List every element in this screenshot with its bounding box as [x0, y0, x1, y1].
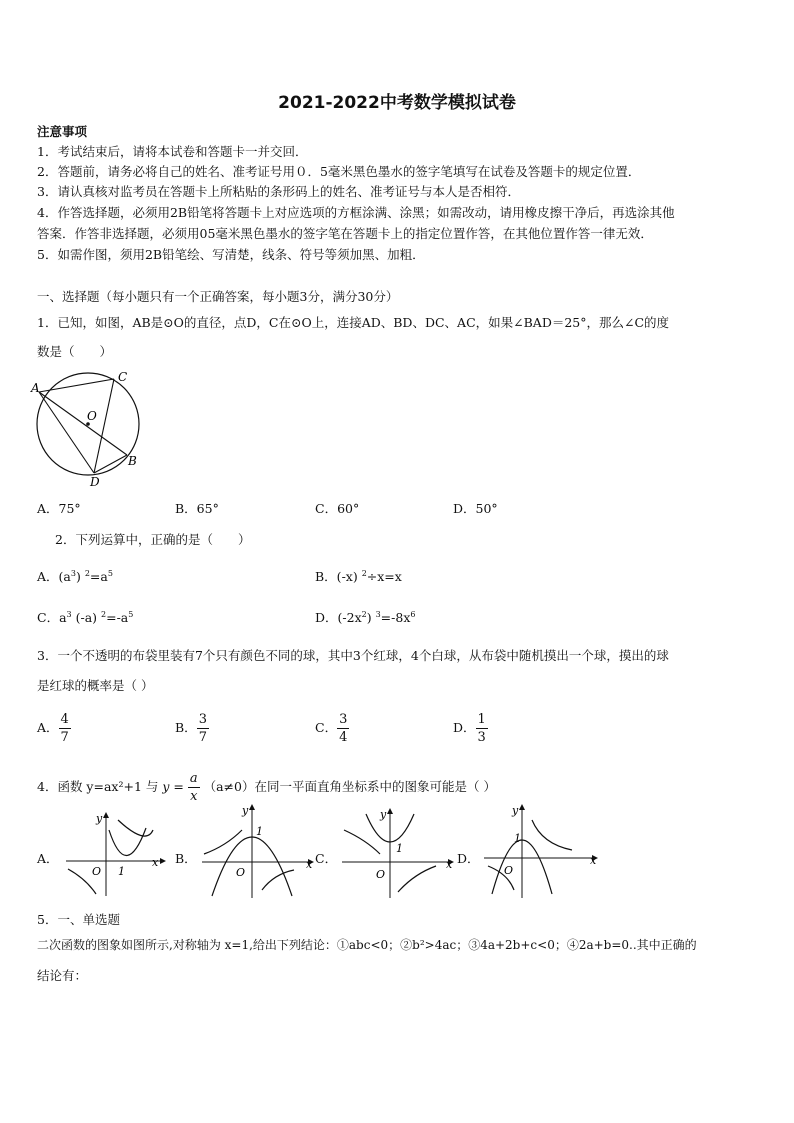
q2-option-a[interactable]: [37, 567, 113, 585]
q3-option-a[interactable]: [37, 711, 71, 746]
q1-label-d: D: [90, 475, 100, 489]
q4-graph-b[interactable]: [196, 800, 318, 902]
section-heading: 一、选择题（每小题只有一个正确答案，每小题3分，满分30分）: [37, 289, 399, 304]
q3-option-c[interactable]: [315, 711, 349, 746]
q2-option-b[interactable]: [315, 567, 402, 585]
q2-d-exp3: 6: [410, 609, 416, 619]
q4-b-one-label: 1: [256, 825, 263, 838]
q4-a-x-label: x: [152, 856, 159, 869]
q1-label-o: O: [87, 409, 97, 423]
q3-c-label: C．: [315, 720, 338, 735]
q2-a-exp2: 2: [84, 568, 90, 578]
q1-option-c[interactable]: C．60°: [315, 501, 360, 516]
q3-b-label: B．: [175, 720, 197, 735]
q2-c-mid: (-a): [71, 610, 102, 625]
q4-graph-c[interactable]: [336, 804, 458, 902]
q3-option-b[interactable]: [175, 711, 209, 746]
q2-a-text: A．(a: [37, 569, 71, 584]
q4-b-x-label: x: [306, 858, 313, 871]
notice-item-5: 5．如需作图，须用2B铅笔绘、写清楚，线条、符号等须加黑、加粗．: [37, 247, 425, 262]
q4-d-x-label: x: [590, 854, 597, 867]
q2-a-mid: ): [75, 569, 85, 584]
q5-heading: 5．一、单选题: [37, 912, 120, 927]
q4-frac-num: a: [189, 771, 198, 786]
q3-d-fraction: [476, 711, 488, 746]
q2-c-eq: =-a: [106, 610, 129, 625]
q4-c-y-label: y: [380, 808, 387, 821]
q2-d-exp1: 2: [361, 609, 367, 619]
q3-a-fraction: [59, 711, 71, 746]
q1-option-a[interactable]: A．75°: [37, 501, 81, 516]
q3-d-den: 3: [477, 730, 486, 745]
q2-c-text: C．a: [37, 610, 67, 625]
q2-stem: 2．下列运算中，正确的是（ ）: [55, 532, 251, 547]
q2-option-c[interactable]: [37, 608, 133, 626]
q1-label-c: C: [118, 370, 128, 384]
q2-b-text: B．(-x): [315, 569, 362, 584]
q2-c-exp2: 2: [101, 609, 107, 619]
q3-b-fraction: [197, 711, 209, 746]
page-title: 2021-2022中考数学模拟试卷: [278, 93, 516, 113]
notice-item-4-cont: 答案．作答非选择题，必须用05毫米黑色墨水的签字笔在答题卡上的指定位置作答，在其他位置作答一律无效．: [37, 226, 653, 241]
q5-stem-line2: 结论有：: [37, 968, 88, 983]
q2-d-exp2: 3: [375, 609, 381, 619]
q1-option-d[interactable]: D．50°: [453, 501, 498, 516]
notice-item-1: 1．考试结束后，请将本试卷和答题卡一并交回．: [37, 144, 308, 159]
q4-option-b-label[interactable]: B．: [175, 851, 197, 866]
q4-prefix: 4．函数 y=ax²+1 与: [37, 779, 159, 794]
q4-graph-d[interactable]: [478, 800, 602, 902]
notice-item-3: 3．请认真核对监考员在答题卡上所粘贴的条形码上的姓名、准考证号与本人是否相符．: [37, 184, 520, 199]
q4-c-one-label: 1: [396, 842, 403, 855]
q5-stem-line1: 二次函数的图象如图所示,对称轴为 x=1,给出下列结论：①abc<0；②b²>4ac；③4a+2b+c<0；④2a+b=0..其中正确的: [37, 938, 697, 952]
q4-frac-den: x: [190, 789, 198, 804]
q3-b-num: 3: [198, 712, 207, 727]
q2-b-rest: ÷x=x: [366, 569, 402, 584]
q4-option-d-label[interactable]: D．: [457, 851, 480, 866]
q4-c-x-label: x: [446, 858, 453, 871]
q3-d-label: D．: [453, 720, 476, 735]
q4-graph-a[interactable]: [58, 808, 168, 900]
q3-c-fraction: [337, 711, 349, 746]
q3-a-den: 7: [60, 730, 69, 745]
q3-c-den: 4: [339, 730, 348, 745]
q1-circle-figure: [30, 368, 155, 490]
q3-option-d[interactable]: [453, 711, 488, 746]
q4-b-y-label: y: [242, 804, 249, 817]
q1-label-a: A: [31, 381, 40, 395]
q1-stem-line1: 1．已知，如图，AB是⊙O的直径，点D，C在⊙O上，连接AD、BD、DC、AC，如果∠BAD＝25°，那么∠C的度: [37, 315, 670, 330]
q3-c-num: 3: [339, 712, 348, 727]
q2-c-exp3: 5: [128, 609, 134, 619]
q1-label-b: B: [128, 454, 137, 468]
q4-eq-lhs: y =: [162, 779, 184, 794]
q2-d-mid: ): [366, 610, 376, 625]
q4-option-a-label[interactable]: A．: [37, 851, 59, 866]
q4-a-origin-label: O: [92, 865, 102, 878]
q3-stem-line1: 3．一个不透明的布袋里装有7个只有颜色不同的球，其中3个红球，4个白球，从布袋中随机摸出一个球，摸出的球: [37, 648, 669, 663]
q4-c-origin-label: O: [376, 868, 386, 881]
q3-d-num: 1: [477, 712, 486, 727]
notice-item-4: 4．作答选择题，必须用2B铅笔将答题卡上对应选项的方框涂满、涂黑；如需改动，请用橡皮擦干净后，再选涂其他: [37, 205, 675, 220]
q4-a-y-label: y: [96, 812, 103, 825]
q4-a-one-label: 1: [118, 865, 125, 878]
q2-option-d[interactable]: [315, 608, 415, 626]
q4-d-origin-label: O: [504, 864, 514, 877]
q2-a-eq: =a: [89, 569, 108, 584]
q2-a-exp3: 5: [107, 568, 113, 578]
q4-d-y-label: y: [512, 804, 519, 817]
q4-b-origin-label: O: [236, 866, 246, 879]
q2-d-eq: =-8x: [380, 610, 411, 625]
q1-stem-line2: 数是（ ）: [37, 344, 113, 359]
q4-suffix: （a≠0）在同一平面直角坐标系中的图象可能是（ ）: [203, 779, 496, 794]
q3-a-num: 4: [60, 712, 69, 727]
q3-stem-line2: 是红球的概率是（ ）: [37, 678, 154, 693]
q3-a-label: A．: [37, 720, 59, 735]
q1-option-b[interactable]: B．65°: [175, 501, 219, 516]
notice-heading: 注意事项: [37, 124, 88, 139]
q3-b-den: 7: [198, 730, 207, 745]
q2-a-exp1: 3: [70, 568, 76, 578]
notice-item-2: 2．答题前，请务必将自己的姓名、准考证号用０．5毫米黑色墨水的签字笔填写在试卷及答题卡的规定位置．: [37, 164, 641, 179]
q4-option-c-label[interactable]: C．: [315, 851, 338, 866]
q2-c-exp1: 3: [66, 609, 72, 619]
q2-d-text: D．(-2x: [315, 610, 362, 625]
q2-b-exp1: 2: [361, 568, 367, 578]
q4-d-one-label: 1: [514, 832, 521, 845]
